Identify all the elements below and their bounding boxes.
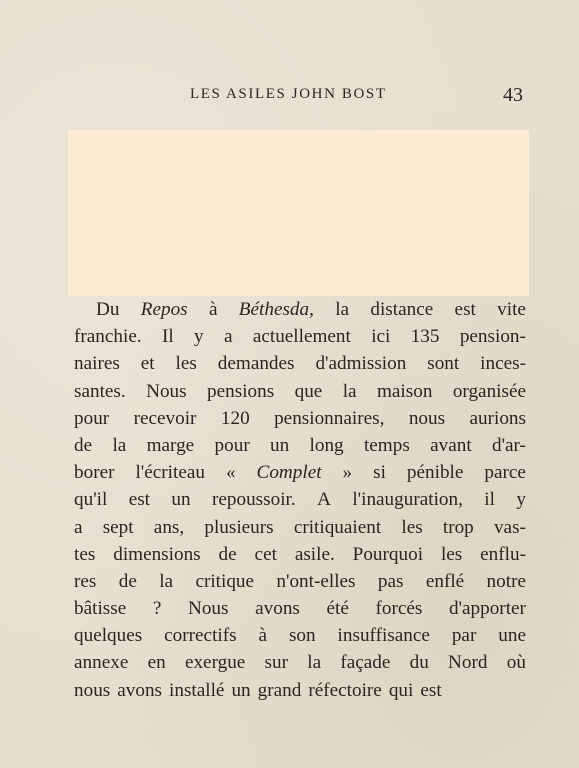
word: critiquaient bbox=[293, 516, 382, 538]
word: grand bbox=[257, 679, 302, 701]
word: pensionnaires, bbox=[274, 407, 385, 429]
word: quelques bbox=[74, 625, 143, 647]
word: Repos bbox=[140, 299, 188, 320]
word: la bbox=[307, 652, 322, 674]
word: cet bbox=[254, 543, 277, 565]
word: installé bbox=[169, 679, 225, 701]
word: plusieurs bbox=[204, 516, 274, 538]
word: n'ont-elles bbox=[276, 570, 356, 592]
word: son bbox=[288, 625, 316, 647]
word: est bbox=[454, 299, 476, 320]
word: « bbox=[225, 462, 236, 484]
word: long bbox=[309, 434, 344, 456]
word: qui bbox=[388, 679, 414, 701]
word: la bbox=[112, 434, 127, 456]
word: critique bbox=[195, 570, 255, 592]
word: l'écriteau bbox=[135, 462, 205, 484]
text-line bbox=[74, 649, 526, 676]
text-line bbox=[74, 378, 526, 405]
word: il bbox=[484, 489, 495, 511]
word: sur bbox=[264, 652, 288, 674]
word: l'inauguration, bbox=[352, 489, 463, 511]
word: Nord bbox=[448, 652, 488, 674]
word: vite bbox=[497, 299, 526, 320]
word: a bbox=[74, 516, 83, 538]
word: » bbox=[342, 462, 353, 484]
word: par bbox=[451, 625, 477, 647]
text-line bbox=[74, 622, 526, 649]
text-line bbox=[74, 677, 526, 704]
word: insuffisance bbox=[337, 625, 430, 647]
word: Pourquoi bbox=[352, 543, 424, 565]
text-line bbox=[74, 459, 526, 486]
word: façade bbox=[340, 652, 391, 674]
word: réfectoire bbox=[308, 679, 382, 701]
word: si bbox=[373, 462, 386, 484]
word: maison bbox=[376, 380, 433, 402]
word: ? bbox=[152, 598, 162, 620]
word: franchie. bbox=[74, 326, 142, 348]
word: pas bbox=[377, 570, 404, 592]
word: enflu- bbox=[480, 543, 526, 565]
word: les bbox=[175, 353, 197, 375]
running-head bbox=[0, 86, 579, 108]
word: marge bbox=[146, 434, 195, 456]
word: nous bbox=[74, 679, 111, 701]
word: demandes bbox=[217, 353, 295, 375]
word: Nous bbox=[187, 598, 229, 620]
body-text bbox=[74, 296, 526, 704]
word: été bbox=[326, 598, 349, 620]
word: borer bbox=[74, 462, 115, 484]
word: aurions bbox=[469, 407, 526, 429]
word: annexe bbox=[74, 652, 129, 674]
word: les bbox=[440, 543, 463, 565]
text-line bbox=[74, 486, 526, 513]
text-line bbox=[74, 296, 526, 323]
running-title: LES ASILES JOHN BOST bbox=[190, 86, 387, 102]
text-line bbox=[74, 405, 526, 432]
word: correctifs bbox=[164, 625, 237, 647]
word: dimensions bbox=[113, 543, 201, 565]
word: en bbox=[147, 652, 166, 674]
word: et bbox=[140, 353, 155, 375]
word: notre bbox=[486, 570, 526, 592]
word: y bbox=[194, 326, 204, 348]
word: actuellement bbox=[252, 326, 351, 348]
word: bâtisse bbox=[74, 598, 127, 620]
word: pension- bbox=[459, 326, 526, 348]
word: res bbox=[74, 570, 97, 592]
word: de bbox=[218, 543, 237, 565]
word: avant bbox=[430, 434, 472, 456]
word: de bbox=[118, 570, 137, 592]
word: enflé bbox=[425, 570, 465, 592]
word: un bbox=[171, 489, 191, 511]
word: du bbox=[409, 652, 429, 674]
word: la bbox=[335, 299, 350, 320]
word: pour bbox=[214, 434, 250, 456]
word: inces- bbox=[480, 353, 526, 375]
word: 120 bbox=[220, 407, 250, 429]
word: a bbox=[223, 326, 233, 348]
word: d'ar- bbox=[491, 434, 526, 456]
word: Du bbox=[96, 299, 120, 320]
word: sept bbox=[102, 516, 134, 538]
text-line bbox=[74, 323, 526, 350]
word: asile. bbox=[294, 543, 335, 565]
word: temps bbox=[363, 434, 410, 456]
word: Complet bbox=[256, 462, 322, 484]
text-line bbox=[74, 541, 526, 568]
word: d'apporter bbox=[448, 598, 526, 620]
word: tes bbox=[74, 543, 96, 565]
word: pénible bbox=[406, 462, 464, 484]
word: 135 bbox=[410, 326, 440, 348]
page-number: 43 bbox=[503, 84, 523, 106]
word: Il bbox=[161, 326, 174, 348]
word: distance bbox=[370, 299, 434, 320]
word: naires bbox=[74, 353, 120, 375]
word: de bbox=[74, 434, 93, 456]
word: Béthesda, bbox=[238, 299, 314, 320]
word: vas- bbox=[493, 516, 526, 538]
word: avons bbox=[255, 598, 300, 620]
word: est bbox=[420, 679, 442, 701]
word: recevoir bbox=[133, 407, 197, 429]
word: trop bbox=[442, 516, 474, 538]
word: une bbox=[498, 625, 526, 647]
word: qu'il bbox=[74, 489, 108, 511]
text-line bbox=[74, 595, 526, 622]
word: nous bbox=[408, 407, 446, 429]
word: à bbox=[258, 625, 268, 647]
word: Nous bbox=[146, 380, 187, 402]
word: ans, bbox=[153, 516, 185, 538]
word: un bbox=[231, 679, 251, 701]
word: d'admission bbox=[315, 353, 407, 375]
word: santes. bbox=[74, 380, 126, 402]
word: ici bbox=[371, 326, 391, 348]
text-line bbox=[74, 514, 526, 541]
word: que bbox=[294, 380, 323, 402]
word: est bbox=[128, 489, 151, 511]
word: la bbox=[159, 570, 174, 592]
word: repoussoir. bbox=[212, 489, 296, 511]
word: avons bbox=[117, 679, 163, 701]
word: organisée bbox=[452, 380, 526, 402]
word: forcés bbox=[375, 598, 423, 620]
word: sont bbox=[427, 353, 460, 375]
word: où bbox=[506, 652, 526, 674]
text-line bbox=[74, 568, 526, 595]
word: pour bbox=[74, 407, 110, 429]
text-line bbox=[74, 350, 526, 377]
word: la bbox=[342, 380, 357, 402]
word: pensions bbox=[207, 380, 275, 402]
word: y bbox=[516, 489, 526, 511]
word: un bbox=[270, 434, 290, 456]
word: à bbox=[208, 299, 218, 320]
word: exergue bbox=[184, 652, 246, 674]
word: A bbox=[317, 489, 331, 511]
word: les bbox=[401, 516, 423, 538]
figure-placeholder bbox=[68, 130, 529, 296]
word: parce bbox=[484, 462, 526, 484]
text-line bbox=[74, 432, 526, 459]
